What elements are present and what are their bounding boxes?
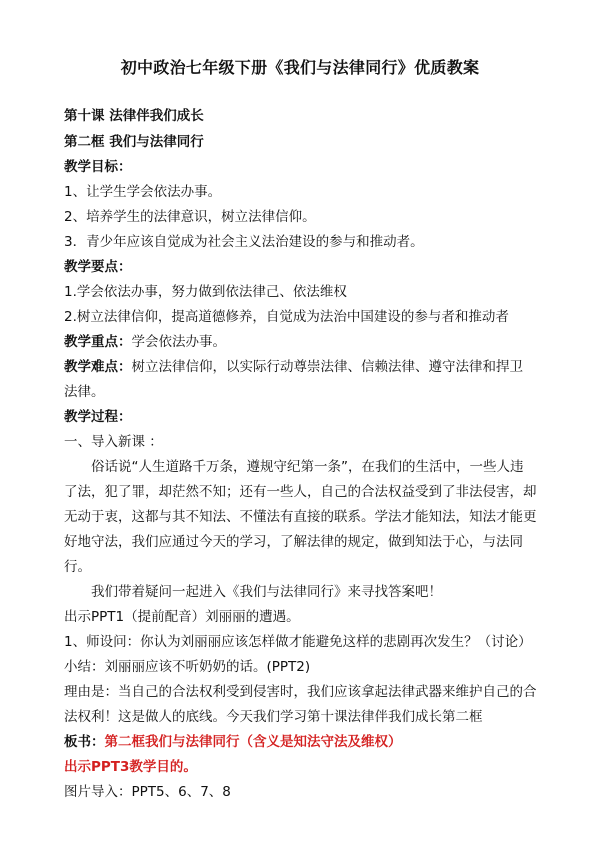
difficulty-continuation: 法律。: [64, 384, 105, 400]
point-item: 1.学会依法办事，努力做到依法律己、依法维权: [64, 284, 347, 300]
board-line: [64, 730, 534, 754]
board-text: 第二框我们与法律同行（含义是知法守法及维权）: [104, 734, 402, 750]
key-point-label: 教学重点：: [64, 334, 132, 350]
goal-item: 1、让学生学会依法办事。: [64, 184, 222, 200]
paragraph-line: 俗话说“人生道路千万条，遵规守纪第一条”，在我们的生活中，一些人违: [91, 459, 524, 475]
paragraph-line: 无动于衷，这都与其不知法、不懂法有直接的联系。学法才能知法，知法才能更: [64, 509, 537, 525]
ppt3-line: 出示PPT3教学目的。: [64, 759, 197, 775]
paragraph-2: 我们带着疑问一起进入《我们与法律同行》来寻找答案吧！: [91, 584, 442, 600]
section-heading: 第二框 我们与法律同行: [64, 134, 204, 150]
lesson-heading: 第十课 法律伴我们成长: [64, 108, 204, 124]
ppt1-line: 出示PPT1（提前配音）刘丽丽的遭遇。: [64, 609, 300, 625]
difficulty-text: 树立法律信仰，以实际行动尊崇法律、信赖法律、遵守法律和捍卫: [131, 359, 523, 375]
intro-heading: 一、导入新课 ：: [64, 434, 163, 450]
summary-line: 小结：刘丽丽应该不听奶奶的话。(PPT2): [64, 659, 311, 675]
reason-line: 理由是：当自己的合法权利受到侵害时，我们应该拿起法律武器来维护自己的合: [64, 684, 537, 700]
paragraph-line: 行。: [64, 559, 91, 575]
key-point-line: [64, 330, 534, 354]
reason-line: 法权利！这是做人的底线。今天我们学习第十课法律伴我们成长第二框: [64, 709, 483, 725]
question-line: 1、师设问：你认为刘丽丽应该怎样做才能避免这样的悲剧再次发生？（讨论）: [64, 634, 532, 650]
paragraph-line: 了法，犯了罪，却茫然不知；还有一些人，自己的合法权益受到了非法侵害，却: [64, 484, 537, 500]
board-label: 板书：: [64, 734, 105, 750]
images-line: 图片导入：PPT5、6、7、8: [64, 784, 231, 800]
goal-item: 3．青少年应该自觉成为社会主义法治建设的参与和推动者。: [64, 234, 424, 250]
point-item: 2.树立法律信仰，提高道德修养，自觉成为法治中国建设的参与者和推动者: [64, 309, 509, 325]
paragraph-line: 好地守法，我们应通过今天的学习，了解法律的规定，做到知法于心，与法同: [64, 534, 523, 550]
goals-heading: 教学目标：: [64, 159, 132, 175]
points-heading: 教学要点：: [64, 259, 132, 275]
difficulty-label: 教学难点：: [64, 359, 132, 375]
process-heading: 教学过程：: [64, 409, 132, 425]
document-title: 初中政治七年级下册《我们与法律同行》优质教案: [120, 58, 480, 77]
key-point-text: 学会依法办事。: [131, 334, 226, 350]
goal-item: 2、培养学生的法律意识，树立法律信仰。: [64, 209, 316, 225]
difficulty-line: [64, 355, 534, 379]
